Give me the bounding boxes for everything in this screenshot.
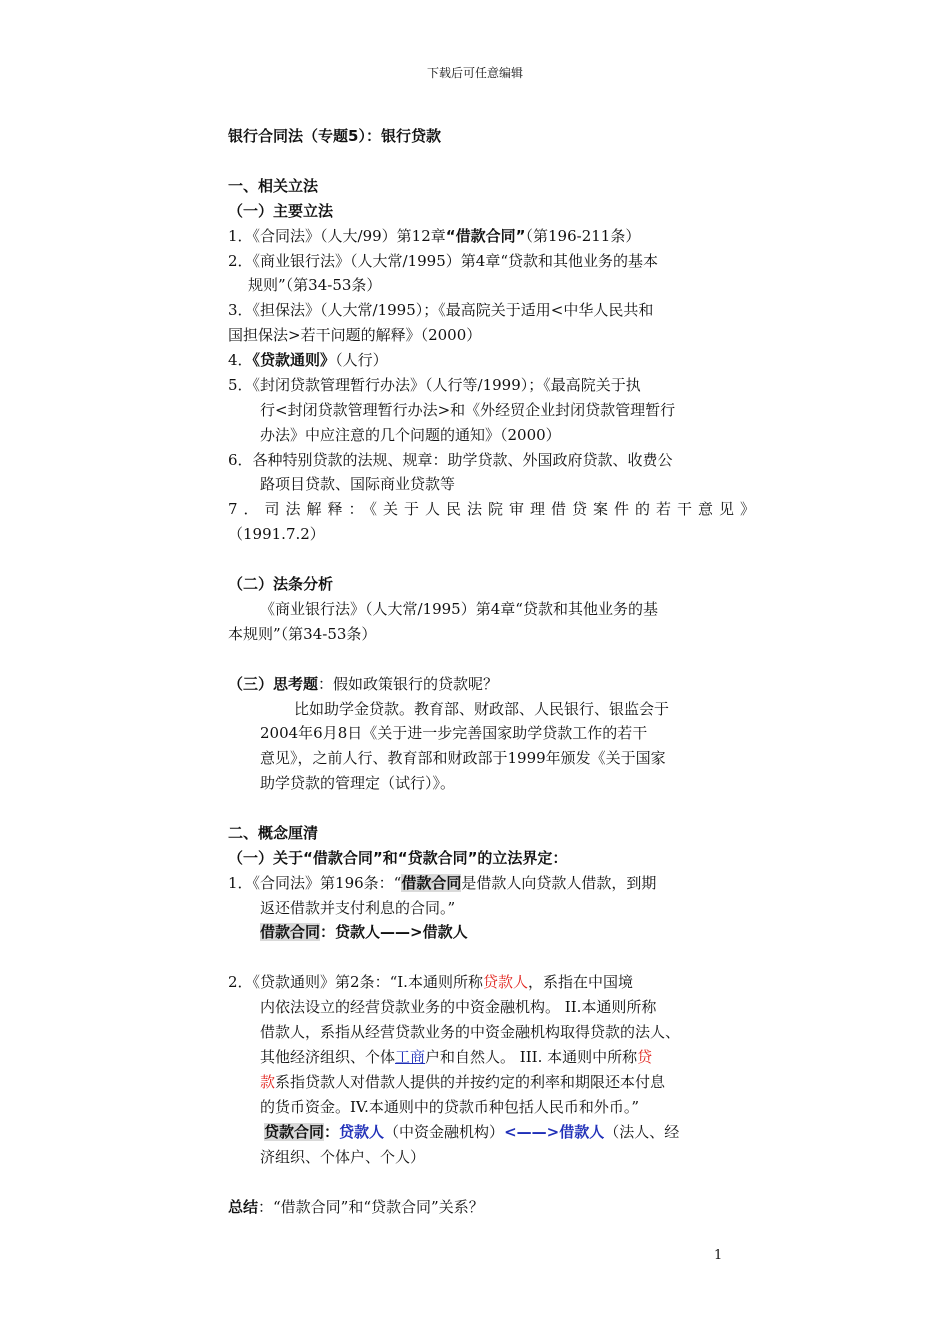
list-item-3-line1: 3．《担保法》（人大常/1995）；《最高院关于适用<中华人民共和 <box>228 301 654 319</box>
definition-1-line1: 1．《合同法》第196条：“借款合同是借款人向贷款人借款，到期 <box>228 874 657 892</box>
gongshang-link[interactable]: 工商 <box>395 1048 426 1066</box>
definition-2-summary: 贷款合同：贷款人（中资金融机构）<——>借款人（法人、经 <box>264 1123 680 1141</box>
list-item-7-line2: （1991.7.2） <box>228 525 325 543</box>
page-number: 1 <box>714 1248 723 1263</box>
page-header: 下载后可任意编辑 <box>426 66 523 80</box>
subheading-analysis: （二）法条分析 <box>228 575 334 593</box>
list-item-3-line2: 国担保法>若干问题的解释》（2000） <box>228 326 482 344</box>
definition-1-line2: 返还借款并支付利息的合同。” <box>260 899 456 917</box>
list-item-2-line1: 2．《商业银行法》（人大常/1995）第4章“贷款和其他业务的基本 <box>228 252 658 270</box>
definition-1-summary: 借款合同：贷款人——>借款人 <box>260 923 468 941</box>
list-item-6-line2: 路项目贷款、国际商业贷款等 <box>260 475 456 493</box>
list-item-7-line1: 7．司法解释：《关于人民法院审理借贷案件的若干意见》 <box>228 500 762 518</box>
question-text-line1: 比如助学金贷款。教育部、财政部、人民银行、银监会于 <box>294 700 670 718</box>
list-item-1: 1．《合同法》（人大/99）第12章“借款合同”（第196-211条） <box>228 227 641 245</box>
question-text-line4: 助学贷款的管理定（试行）》。 <box>260 774 456 792</box>
question-text-line3: 意见》，之前人行、教育部和财政部于1999年颁发《关于国家 <box>260 749 666 767</box>
definition-2-line2: 内依法设立的经营贷款业务的中资金融机构。 II.本通则所称 <box>260 998 657 1016</box>
section-heading-2: 二、概念厘清 <box>228 824 319 842</box>
definition-2-line1: 2．《贷款通则》第2条：“I.本通则所称贷款人，系指在中国境 <box>228 973 633 991</box>
definition-2-line6: 的货币资金。IV.本通则中的贷款币种包括人民币和外币。” <box>260 1098 640 1116</box>
list-item-6-line1: 6．各种特别贷款的法规、规章：助学贷款、外国政府贷款、收费公 <box>228 451 673 469</box>
analysis-text-line2: 本规则”（第34-53条） <box>228 625 377 643</box>
definition-2-line3: 借款人，系指从经营贷款业务的中资金融机构取得贷款的法人、 <box>260 1023 681 1041</box>
list-item-5-line2: 行<封闭贷款管理暂行办法>和《外经贸企业封闭贷款管理暂行 <box>260 401 676 419</box>
list-item-4: 4．《贷款通则》（人行） <box>228 351 388 369</box>
subheading-main-legislation: （一）主要立法 <box>228 202 334 220</box>
list-item-2-line2: 规则”（第34-53条） <box>248 276 382 294</box>
section-heading-1: 一、相关立法 <box>228 177 319 195</box>
document-title: 银行合同法（专题5）：银行贷款 <box>228 127 441 145</box>
subheading-definitions: （一）关于“借款合同”和“贷款合同”的立法界定： <box>228 849 568 867</box>
question-text-line2: 2004年6月8日《关于进一步完善国家助学贷款工作的若干 <box>260 724 648 742</box>
summary-question: 总结：“借款合同”和“贷款合同”关系？ <box>228 1198 484 1216</box>
definition-2-line5: 款系指贷款人对借款人提供的并按约定的利率和期限还本付息 <box>260 1073 666 1091</box>
subheading-question: （三）思考题：假如政策银行的贷款呢？ <box>228 675 499 693</box>
definition-2-summary-line2: 济组织、个体户、个人） <box>260 1148 426 1166</box>
list-item-5-line1: 5．《封闭贷款管理暂行办法》（人行等/1999）；《最高院关于执 <box>228 376 641 394</box>
list-item-5-line3: 办法》中应注意的几个问题的通知》（2000） <box>260 426 561 444</box>
analysis-text-line1: 《商业银行法》（人大常/1995）第4章“贷款和其他业务的基 <box>260 600 658 618</box>
definition-2-line4: 其他经济组织、个体工商户和自然人。 III. 本通则中所称贷 <box>260 1048 653 1066</box>
